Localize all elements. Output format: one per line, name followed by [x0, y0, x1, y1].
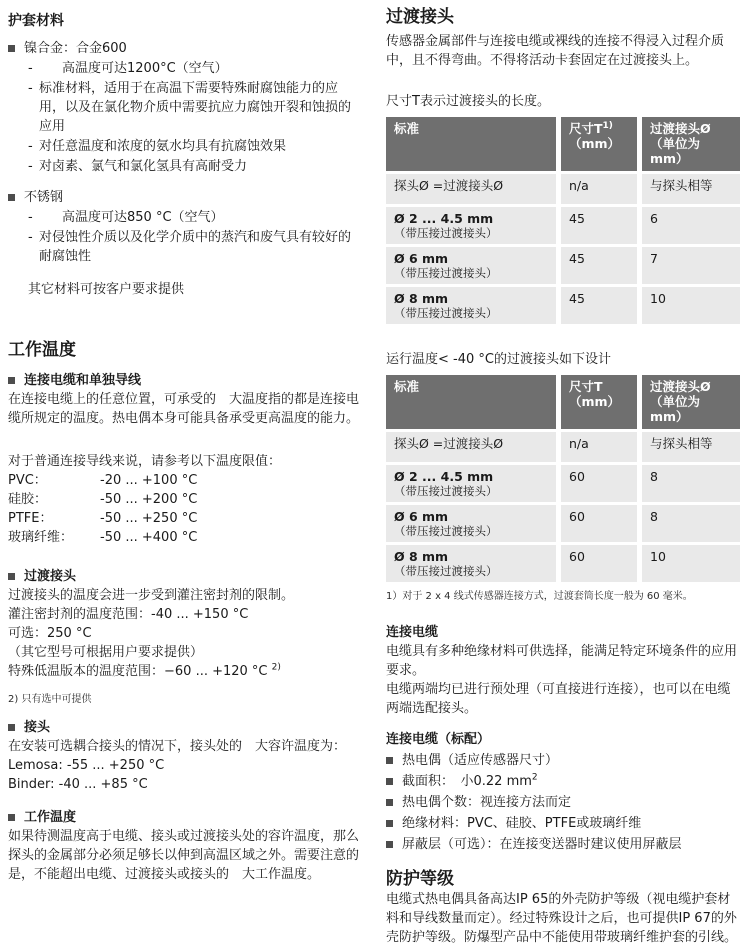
limit-value: -20 ... +100 °C: [100, 473, 198, 488]
footnote-1: 1）对于 2 x 4 线式传感器连接方式，过渡套筒长度一般为 60 毫米。: [386, 591, 693, 602]
table-row-cell-d: [642, 287, 740, 324]
table-header-joint-diameter: [642, 117, 740, 171]
list-item: [28, 157, 362, 176]
low-temp-table-intro: 运行温度< -40 °C的过渡接头如下设计: [386, 352, 611, 367]
table-header-standard: [386, 375, 556, 429]
paragraph: 电缆式热电偶具备高达IP 65的外壳防护等级（视电缆护套材料和导线数量而定）。经过特殊设计之后，也可提供IP 67的外壳防护等级。防爆型产品中不能使用带玻璃纤维护套的引线。: [386, 892, 738, 945]
table-row-cell-t: [561, 287, 637, 324]
list-item: [386, 751, 740, 770]
cell-subtext: （带压接过渡接头）: [394, 564, 498, 578]
limit-row: [8, 490, 362, 509]
table-row-cell-name: [386, 545, 556, 582]
limit-row: [8, 471, 362, 490]
table-row-cell-name: [386, 505, 556, 542]
transition-joint-section: [386, 6, 740, 603]
limit-label: 玻璃纤维：: [8, 530, 74, 545]
cell-text: 与探头相等: [650, 436, 713, 451]
table-header-standard: [386, 117, 556, 171]
list-item-text: 屏蔽层（可选）：在连接变送器时建议使用屏蔽层: [402, 837, 682, 852]
table-row-cell-d: [642, 207, 740, 244]
footnote-ref: 2): [271, 662, 281, 673]
limit-row: [8, 528, 362, 547]
transition-joint-table-standard: [386, 117, 740, 324]
square-bullet-icon: [8, 194, 15, 201]
dash-bullet-icon: -: [28, 81, 33, 96]
sheath-material-section: [8, 12, 362, 299]
limit-label: 硅胶：: [8, 492, 48, 507]
list-item: [386, 814, 740, 833]
cell-subtext: （带压接过渡接头）: [394, 306, 498, 320]
list-item-text: 对卤素、氯气和氯化氢具有高耐受力: [39, 159, 248, 174]
list-item-label: 不锈钢: [24, 190, 64, 205]
dash-bullet-icon: -: [28, 210, 33, 225]
cell-text: Ø 8 mm: [394, 549, 449, 564]
transition-joint-title: 过渡接头: [386, 7, 454, 27]
footnote-2: 2) 只有选中可提供: [8, 694, 92, 705]
cell-text: 10: [650, 291, 666, 306]
table-row-cell-name: [386, 465, 556, 502]
connector-temp-binder: Binder: -40 ... +85 °C: [8, 777, 148, 792]
list-item-text: 高温度可达1200°C（空气）: [62, 61, 228, 76]
square-bullet-icon: [386, 799, 393, 806]
list-item-text: 绝缘材料：PVC、硅胶、PTFE或玻璃纤维: [402, 816, 642, 831]
limits-intro: 对于普通连接导线来说，请参考以下温度限值：: [8, 454, 282, 469]
list-item-nickel-alloy: [8, 39, 362, 58]
header-line: （mm）: [569, 136, 621, 151]
list-item: [28, 208, 362, 227]
table-row-cell-d: [642, 465, 740, 502]
paragraph: 灌注密封剂的温度范围：-40 ... +150 °C: [8, 607, 249, 622]
table-row-cell-t: [561, 545, 637, 582]
table-row-cell-t: [561, 505, 637, 542]
paragraph: 在安装可选耦合接头的情况下，接头处的 大容许温度为：: [8, 739, 347, 754]
connection-cable-standard-section: [386, 730, 740, 854]
list-item-text: [402, 772, 538, 791]
square-bullet-icon: [386, 778, 393, 785]
header-line: [569, 121, 629, 136]
working-temperature-section: [8, 339, 362, 547]
connector-section: [8, 718, 362, 794]
transition-joint-table-low-temp: [386, 375, 740, 582]
square-bullet-icon: [386, 820, 393, 827]
list-item: [386, 835, 740, 854]
right-column: [386, 6, 740, 947]
cell-text: 6: [650, 211, 658, 226]
cell-text: 45: [569, 291, 585, 306]
header-line: （单位为mm）: [650, 394, 701, 424]
subheading-working-temperature: [8, 808, 362, 827]
table-header-dimension-t: [561, 375, 637, 429]
list-item: [386, 793, 740, 812]
list-item-text: 对侵蚀性介质以及化学介质中的蒸汽和废气具有较好的耐腐蚀性: [39, 230, 352, 264]
table-row-cell-t: [561, 465, 637, 502]
cell-text: 60: [569, 509, 585, 524]
cell-text: n/a: [569, 178, 589, 193]
cell-text: 与探头相等: [650, 178, 713, 193]
paragraph: （其它型号可根据用户要求提供）: [8, 645, 204, 660]
table-header-joint-diameter: [642, 375, 740, 429]
cell-text: 探头Ø =过渡接头Ø: [394, 178, 504, 193]
table-row-cell-d: [642, 247, 740, 284]
list-item: [28, 59, 362, 78]
table-row-cell-name: [386, 432, 556, 462]
square-bullet-icon: [386, 841, 393, 848]
list-item: [28, 228, 362, 266]
table-row-cell-t: [561, 432, 637, 462]
paragraph: 电缆两端均已进行预处理（可直接进行连接），也可以在电缆两端选配接头。: [386, 682, 731, 716]
list-item-stainless-steel: [8, 188, 362, 207]
footnote-ref: 1): [602, 120, 613, 131]
header-line: （mm）: [569, 394, 621, 409]
cell-text: 60: [569, 469, 585, 484]
subheading-transition-joint: [8, 567, 362, 586]
list-item-text: 高温度可达850 °C（空气）: [62, 210, 224, 225]
transition-joint-temp-section: [8, 567, 362, 706]
cell-text: 8: [650, 509, 658, 524]
list-item-text: 热电偶个数：视连接方法而定: [402, 795, 572, 810]
list-item: [28, 79, 362, 136]
square-bullet-icon: [8, 45, 15, 52]
special-low-temp-line: [8, 662, 362, 681]
header-text: 尺寸T: [569, 121, 603, 136]
list-item-text: 标准材料，适用于在高温下需要特殊耐腐蚀能力的应用，以及在氯化物介质中需要抗应力腐蚀开裂和蚀损的应用: [39, 81, 352, 134]
table-row-cell-name: [386, 174, 556, 204]
cell-text: Ø 6 mm: [394, 251, 449, 266]
list-item-text: 对任意温度和浓度的氨水均具有抗腐蚀效果: [39, 139, 287, 154]
cell-subtext: （带压接过渡接头）: [394, 226, 498, 240]
cell-text: 45: [569, 251, 585, 266]
list-item-cross-section: [386, 772, 740, 791]
header-text: 标准: [394, 121, 420, 136]
square-bullet-icon: [8, 724, 15, 731]
cell-text: Ø 6 mm: [394, 509, 449, 524]
square-bullet-icon: [8, 377, 15, 384]
superscript-2: 2: [531, 772, 538, 783]
paragraph: 过渡接头的温度会进一步受到灌注密封剂的限制。: [8, 588, 295, 603]
working-temperature-note-section: [8, 808, 362, 884]
paragraph: 电缆具有多种绝缘材料可供选择，能满足特定环境条件的应用要求。: [386, 644, 738, 678]
subheading-label: 工作温度: [24, 810, 77, 825]
cell-text: 8: [650, 469, 658, 484]
cell-subtext: （带压接过渡接头）: [394, 266, 498, 280]
list-item-text: 热电偶（适应传感器尺寸）: [402, 753, 559, 768]
limit-row: [8, 509, 362, 528]
limit-label: PVC：: [8, 473, 47, 488]
subheading-cable-and-wire: [8, 371, 362, 390]
table-row-cell-t: [561, 247, 637, 284]
limit-value: -50 ... +200 °C: [100, 492, 198, 507]
connection-cable-section: [386, 623, 740, 718]
paragraph: 可选：250 °C: [8, 626, 92, 641]
square-bullet-icon: [386, 757, 393, 764]
header-line: 过渡接头Ø: [650, 121, 711, 136]
dash-bullet-icon: -: [28, 139, 33, 154]
cell-text: 探头Ø =过渡接头Ø: [394, 436, 504, 451]
protection-rating-section: [386, 868, 740, 947]
limit-label: PTFE：: [8, 511, 53, 526]
header-line: 过渡接头Ø: [650, 379, 711, 394]
header-line: （单位为mm）: [650, 136, 701, 166]
cell-text: 10: [650, 549, 666, 564]
table-row-cell-name: [386, 207, 556, 244]
sheath-material-title: 护套材料: [8, 13, 64, 29]
connection-cable-standard-subheading: 连接电缆（标配）: [386, 732, 491, 747]
table-row-cell-name: [386, 247, 556, 284]
limit-value: -50 ... +250 °C: [100, 511, 198, 526]
cell-text: 7: [650, 251, 658, 266]
paragraph: 如果待测温度高于电缆、接头或过渡接头处的容许温度，那么探头的金属部分必须足够长以伸到高温区域之外。需要注意的是，不能超出电缆、过渡接头或接头的 大工作温度。: [8, 829, 360, 882]
table-row-cell-name: [386, 287, 556, 324]
left-column: [8, 6, 362, 947]
limit-value: -50 ... +400 °C: [100, 530, 198, 545]
other-materials-note: 其它材料可按客户要求提供: [28, 282, 185, 297]
cell-text: n/a: [569, 436, 589, 451]
subheading-label: 连接电缆和单独导线: [24, 373, 142, 388]
header-line: 尺寸T: [569, 379, 603, 394]
subheading-connector: [8, 718, 362, 737]
special-low-temp-text: 特殊低温版本的温度范围：−60 ... +120 °C: [8, 664, 272, 679]
size-note: 尺寸T表示过渡接头的长度。: [386, 94, 550, 109]
cell-text: Ø 2 ... 4.5 mm: [394, 211, 494, 226]
cell-subtext: （带压接过渡接头）: [394, 484, 498, 498]
table-row-cell-d: [642, 174, 740, 204]
cell-text: 60: [569, 549, 585, 564]
list-item-label: 镍合金：合金600: [24, 41, 127, 56]
dash-bullet-icon: -: [28, 61, 33, 76]
dash-bullet-icon: -: [28, 159, 33, 174]
table-row-cell-t: [561, 174, 637, 204]
subheading-label: 过渡接头: [24, 569, 77, 584]
cell-text: Ø 2 ... 4.5 mm: [394, 469, 494, 484]
paragraph: 传感器金属部件与连接电缆或裸线的连接不得浸入过程介质中，且不得弯曲。不得将活动卡套固定在过渡接头上。: [386, 34, 725, 68]
header-text: 标准: [394, 379, 420, 394]
working-temperature-title: 工作温度: [8, 340, 76, 360]
protection-rating-title: 防护等级: [386, 869, 454, 889]
connector-temp-lemosa: Lemosa: -55 ... +250 °C: [8, 758, 165, 773]
square-bullet-icon: [8, 814, 15, 821]
cell-text: 45: [569, 211, 585, 226]
cell-text: Ø 8 mm: [394, 291, 449, 306]
cell-subtext: （带压接过渡接头）: [394, 524, 498, 538]
square-bullet-icon: [8, 573, 15, 580]
dash-bullet-icon: -: [28, 230, 33, 245]
subheading-label: 接头: [24, 720, 51, 735]
table-row-cell-d: [642, 545, 740, 582]
table-row-cell-t: [561, 207, 637, 244]
list-item: [28, 137, 362, 156]
table-row-cell-d: [642, 505, 740, 542]
table-row-cell-d: [642, 432, 740, 462]
paragraph: 在连接电缆上的任意位置，可承受的 大温度指的都是连接电缆所规定的温度。热电偶本身可能具备承受更高温度的能力。: [8, 392, 360, 426]
table-header-dimension-t: [561, 117, 637, 171]
cross-section-text: 截面积： 小0.22 mm: [402, 774, 532, 789]
connection-cable-subheading: 连接电缆: [386, 625, 439, 640]
